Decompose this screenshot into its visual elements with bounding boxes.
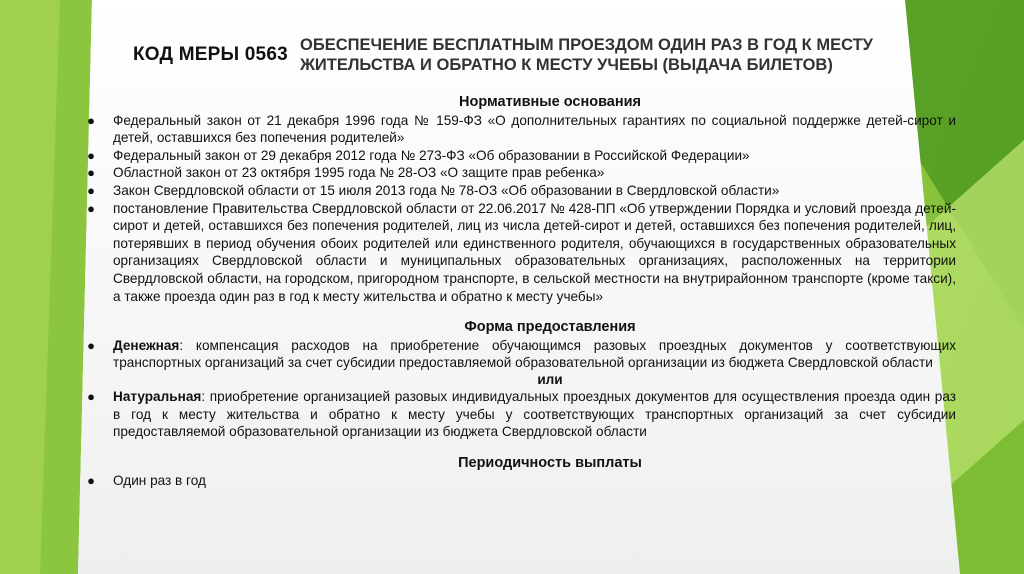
periodicity-list: [84, 472, 956, 490]
bullet-icon: ●: [87, 337, 95, 353]
section-heading-normative: Нормативные основания: [458, 94, 642, 110]
bullet-icon: ●: [87, 182, 95, 198]
section-heading-form: Форма предоставления: [464, 319, 636, 336]
bullet-icon: ●: [87, 112, 95, 128]
form-term-in-kind: Натуральная: [113, 388, 202, 404]
bullet-icon: ●: [87, 165, 95, 181]
normative-list: [84, 112, 956, 306]
list-item: ● Натуральная: приобретение организацией разовых индивидуальных проездных документов для осуществления проезда один раз в год к месту жительства и обратно к месту учебы у соответствующих транспортных организаций за счет субсидии предоставляемой образовательной организации из бюджета Свердловской области: [84, 388, 956, 441]
or-separator: или: [537, 371, 563, 387]
list-item: ● Денежная: компенсация расходов на приобретение обучающимся разовых проездных документов у соответствующих транспортных организаций за счет субсидии предоставляемой образовательной организации из бюджета Свердловской области: [84, 337, 956, 372]
form-list-2: [84, 388, 956, 441]
list-item: ● Закон Свердловской области от 15 июля 2013 года № 78-ОЗ «Об образовании в Свердловской области»: [84, 182, 956, 200]
list-item: ● Один раз в год: [84, 472, 956, 490]
list-item: ● Федеральный закон от 29 декабря 2012 года № 273-ФЗ «Об образовании в Российской Федерации»: [84, 147, 956, 165]
form-term-cash: Денежная: [113, 337, 180, 353]
slide-content: [84, 94, 956, 490]
list-item: ● постановление Правительства Свердловской области от 22.06.2017 № 428-ПП «Об утверждении Порядка и условий проезда детей-сирот и детей, оставшихся без попечения родителей, лиц из числа детей-сирот и детей, оставшихся без попечения родителей, лиц, потерявших в период обучения обоих родителей или единственного родителя, обучающихся в государственных образовательных организациях Свердловской области и муниципальных образовательных организациях, расположенных на территории Свердловской области, на городском, пригородном транспорте, в сельской местности на внутрирайонном транспорте (кроме такси), а также проезда один раз в год к месту жительства и обратно к месту учебы»: [84, 200, 956, 306]
measure-code: КОД МЕРЫ 0563: [133, 44, 288, 65]
list-item: ● Федеральный закон от 21 декабря 1996 года № 159-ФЗ «О дополнительных гарантиях по социальной поддержке детей-сирот и детей, оставшихся без попечения родителей»: [84, 112, 956, 147]
page-title: ОБЕСПЕЧЕНИЕ БЕСПЛАТНЫМ ПРОЕЗДОМ ОДИН РАЗ В ГОД К МЕСТУ ЖИТЕЛЬСТВА И ОБРАТНО К МЕСТУ УЧЕБЫ (ВЫДАЧА БИЛЕТОВ): [300, 36, 873, 74]
bullet-icon: ●: [87, 473, 95, 489]
list-item: ● Областной закон от 23 октября 1995 года № 28-ОЗ «О защите прав ребенка»: [84, 164, 956, 182]
form-list: [84, 337, 956, 372]
bullet-icon: ●: [87, 147, 95, 163]
section-heading-periodicity: Периодичность выплаты: [458, 454, 642, 471]
bullet-icon: ●: [87, 388, 95, 404]
bullet-icon: ●: [87, 200, 95, 216]
